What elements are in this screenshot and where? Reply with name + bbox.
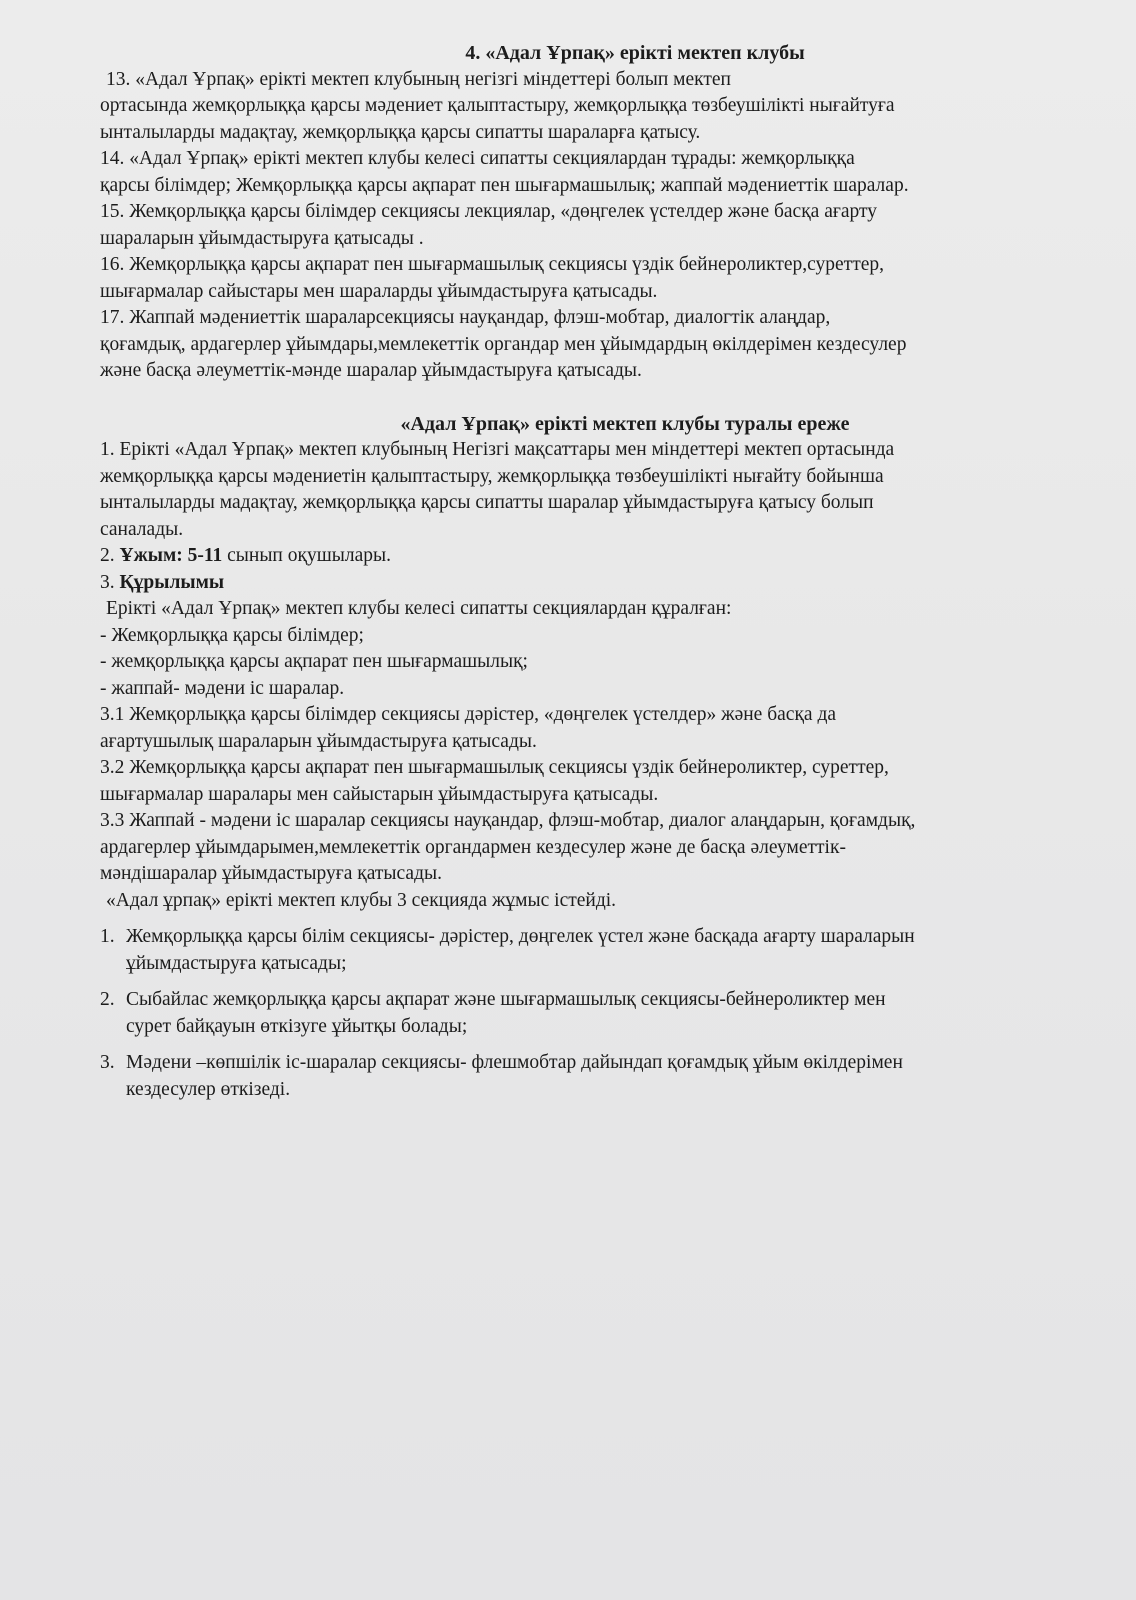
text-line: жемқорлыққа қарсы мәдениетін қалыптастыру, жемқорлыққа төзбеушілікті нығайту бойынша (100, 465, 884, 487)
text-line: және басқа әлеуметтік-мәнде шаралар ұйымдастыруға қатысады. (100, 360, 642, 381)
text-line: 15. Жемқорлыққа қарсы білімдер секциясы лекциялар, «дөңгелек үстелдер және басқа ағарту (100, 201, 878, 222)
text-line: Сыбайлас жемқорлыққа қарсы ақпарат және шығармашылық секциясы-бейнероликтер мен (126, 989, 886, 1010)
text-line: 16. Жемқорлыққа қарсы ақпарат пен шығармашылық секциясы үздік бейнероликтер,суреттер, (100, 254, 884, 275)
section-regulation-body (100, 437, 1090, 1103)
text-line: ынталыларды мадақтау, жемқорлыққа қарсы сипатты шараларға қатысу. (100, 121, 701, 143)
members-prefix: 2. (100, 545, 120, 566)
dash-list-item: - жемқорлыққа қарсы ақпарат пен шығармашылық; (100, 651, 528, 672)
text-line: 3.3 Жаппай - мәдени іс шаралар секциясы науқандар, флэш-мобтар, диалог алаңдарын, қоғамдық, (100, 810, 916, 831)
list-number: 1. (100, 926, 115, 947)
text-line: саналады. (100, 518, 184, 540)
text-line: ортасында жемқорлыққа қарсы мәдениет қалыптастыру, жемқорлыққа төзбеушілікті нығайтуға (100, 95, 895, 116)
structure-line (100, 570, 1090, 597)
text-line: мәндішаралар ұйымдастыруға қатысады. (100, 863, 442, 884)
members-label: Ұжым: 5-11 (119, 545, 223, 566)
text-line: ардагерлер ұйымдарымен,мемлекеттік органдармен кездесулер және де басқа әлеуметтік- (100, 836, 846, 858)
text-line: шараларын ұйымдастыруға қатысады . (100, 227, 424, 249)
text-line: қарсы білімдер; Жемқорлыққа қарсы ақпарат пен шығармашылық; жаппай мәдениеттік шаралар. (100, 174, 909, 196)
text-line: кездесулер өткізеді. (126, 1078, 291, 1100)
structure-label: Құрылымы (119, 571, 225, 593)
numbered-list-item (100, 1050, 1090, 1103)
text-line: ағартушылық шараларын ұйымдастыруға қатысады. (100, 730, 537, 752)
members-text: сынып оқушылары. (222, 545, 391, 566)
list-number: 3. (100, 1052, 115, 1073)
structure-prefix: 3. (100, 571, 120, 593)
text-line: шығармалар шаралары мен сайыстарын ұйымдастыруға қатысады. (100, 783, 659, 805)
text-line: ұйымдастыруға қатысады; (126, 952, 347, 974)
dash-list-item: - Жемқорлыққа қарсы білімдер; (100, 624, 364, 646)
dash-list-item: - жаппай- мәдени іс шаралар. (100, 677, 345, 699)
numbered-list-item (100, 987, 1090, 1040)
structure-intro: Ерікті «Адал Ұрпақ» мектеп клубы келесі сипатты секциялардан құралған: (106, 598, 732, 619)
text-line: Мәдени –көпшілік іс-шаралар секциясы- флешмобтар дайындап қоғамдық ұйым өкілдерімен (126, 1052, 903, 1073)
text-line: 3.2 Жемқорлыққа қарсы ақпарат пен шығармашылық секциясы үздік бейнероликтер, суреттер, (100, 757, 889, 778)
section-heading-club: 4. «Адал Ұрпақ» ерікті мектеп клубы (465, 42, 805, 64)
text-line: 13. «Адал Ұрпақ» ерікті мектеп клубының негізгі міндеттері болып мектеп (106, 68, 731, 90)
work-line: «Адал ұрпақ» ерікті мектеп клубы 3 секцияда жұмыс істейді. (106, 889, 617, 911)
text-line: қоғамдық, ардагерлер ұйымдары,мемлекеттік органдар мен ұйымдардың өкілдерімен кездесулер (100, 333, 907, 355)
section-heading-regulation: «Адал Ұрпақ» ерікті мектеп клубы туралы ереже (400, 412, 850, 435)
text-line: ынталыларды мадақтау, жемқорлыққа қарсы сипатты шаралар ұйымдастыруға қатысу болып (100, 492, 874, 513)
numbered-list (100, 924, 1090, 1103)
text-line: шығармалар сайыстары мен шараларды ұйымдастыруға қатысады. (100, 280, 658, 302)
text-line: 3.1 Жемқорлыққа қарсы білімдер секциясы дәрістер, «дөңгелек үстелдер» және басқа да (100, 704, 837, 725)
document-sheet (100, 40, 1090, 1103)
numbered-list-item (100, 924, 1090, 977)
section-club-body (100, 67, 1090, 385)
text-line: сурет байқауын өткізуге ұйытқы болады; (126, 1015, 468, 1037)
text-line: 17. Жаппай мәдениеттік шараларсекциясы науқандар, флэш-мобтар, диалогтік алаңдар, (100, 307, 831, 328)
text-line: Жемқорлыққа қарсы білім секциясы- дәрістер, дөңгелек үстел және басқада ағарту шараларын (126, 926, 915, 947)
list-number: 2. (100, 989, 115, 1010)
text-line: 1. Ерікті «Адал Ұрпақ» мектеп клубының Негізгі мақсаттары мен міндеттері мектеп ортасында (100, 439, 895, 460)
members-line (100, 543, 1090, 570)
text-line: 14. «Адал Ұрпақ» ерікті мектеп клубы келесі сипатты секциялардан тұрады: жемқорлыққа (100, 148, 855, 169)
